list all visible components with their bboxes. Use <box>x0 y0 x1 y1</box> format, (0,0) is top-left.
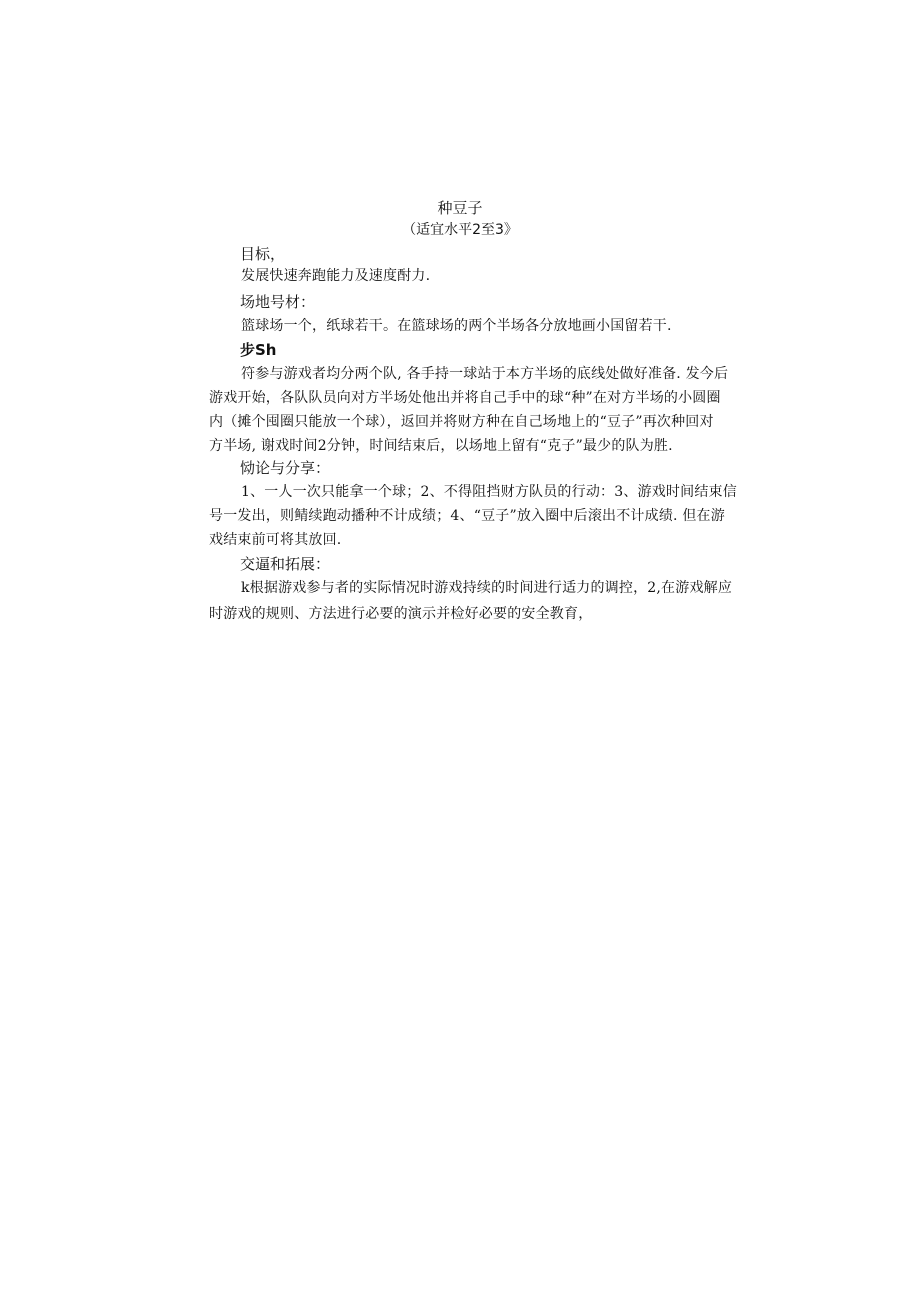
venue-heading: 场地号材： <box>240 293 316 311</box>
steps-line: 游戏开始，各队队员向对方半场处他出并将自己手中的球“种”在对方半场的小圆圈 <box>209 390 721 406</box>
steps-line: 符参与游戏者均分两个队, 各手持一球站于本方半场的底线处做好准备. 发今后 <box>241 366 729 382</box>
goal-heading: 目标， <box>240 245 286 263</box>
discussion-heading: 恸论与分享： <box>240 459 331 477</box>
document-subtitle: （适宜水平2至3》 <box>402 222 518 238</box>
document-title: 种豆子 <box>437 199 483 217</box>
extension-heading: 交逼和拓展： <box>240 555 331 573</box>
steps-heading: 步Sh <box>240 341 277 359</box>
discussion-line: 戏结束前可将其放回. <box>209 532 342 548</box>
discussion-line: 1、一人一次只能拿一个球；2、不得阻挡财方队员的行动：3、游戏时间结束信 <box>241 484 737 500</box>
discussion-line: 号一发出，则鲭续跑动播种不计成绩；4、“豆子”放入圈中后滚出不计成绩. 但在游 <box>209 508 725 524</box>
extension-line: k根据游戏参与者的实际情况时游戏持续的时间进行适力的调控，2,在游戏解应 <box>241 580 733 596</box>
extension-line: 时游戏的规则、方法进行必要的演示并检好必要的安全教育， <box>209 606 593 622</box>
steps-line: 内（摊个囤圈只能放一个球），返回并将财方种在自己场地上的“豆子”再次种回对 <box>209 414 714 430</box>
steps-line: 方半场, 谢戏时间2分钟，时间结束后，以场地上留有“克子”最少的队为胜. <box>209 438 673 454</box>
goal-text: 发展快速奔跑能力及速度酎力. <box>241 268 431 284</box>
venue-text: 篮球场一个，纸球若干。在篮球场的两个半场各分放地画小国留若干. <box>241 318 672 334</box>
